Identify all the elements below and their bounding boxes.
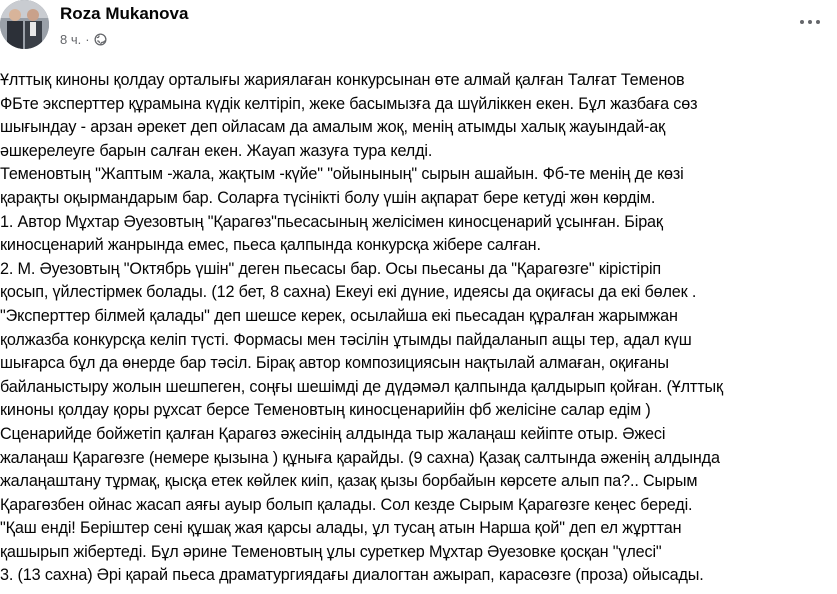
avatar[interactable] bbox=[0, 0, 49, 49]
more-options-dot bbox=[800, 20, 804, 24]
post-text-line: қосып, үйлестірмек болады. (12 бет, 8 сахна) Екеуі екі дүние, идеясы да оқиғасы да екі бөлек . bbox=[0, 283, 697, 302]
post-text-line: жалаңаш Қарагөзге (немере қызына ) құныға қарайды. (9 сахна) Қазақ салтында әженің алдында bbox=[0, 448, 720, 467]
post-text-line: "Эксперттер білмей қалады" деп шешсе керек, осылайша екі пьесадан құралған жарымжан bbox=[0, 306, 678, 325]
post-text-line: жалаңаштану тұрмақ, қысқа етек көйлек киіп, қазақ қызы борбайын көрсете алып па?.. Сырым bbox=[0, 472, 698, 491]
post-text-line: Ұлттық киноны қолдау орталығы жариялаған конкурсынан өте алмай қалған Талғат Теменов bbox=[0, 71, 685, 89]
more-options-dot bbox=[816, 20, 820, 24]
more-options-dot bbox=[808, 20, 812, 24]
post-text bbox=[0, 69, 837, 588]
post-text-line: киноны қолдау қоры рұхсат берсе Теменовтың киносценарийін фб желісіне салар едім ) bbox=[0, 401, 651, 420]
globe-icon[interactable] bbox=[94, 33, 107, 46]
post-text-line: қолжазба конкурсқа келіп түсті. Формасы мен тәсілін ұтымды пайдаланып ащы тер, адал күш bbox=[0, 330, 692, 349]
post-text-line: Сценарийде бойжетіп қалған Қарагөз әжесінің алдында тыр жалаңаш кейіпте отыр. Әжесі bbox=[0, 424, 666, 443]
post-time[interactable]: 8 ч. bbox=[60, 31, 82, 47]
post-text-line: шығындау - арзан әрекет деп ойласам да амалым жоқ, менің атымды халық жауындай-ақ bbox=[0, 118, 666, 137]
post-meta bbox=[60, 30, 107, 48]
meta-separator: · bbox=[85, 31, 90, 47]
post-text-line: байланыстыру жолын шешпеген, соңғы шешімді де дүдәмәл қалпында қалдырып қойған. (Ұлттық bbox=[0, 377, 723, 396]
post-text-line: ФБте эксперттер құрамына күдік келтіріп, жеке басымызға да шүйліккен екен. Бұл жазбаға сөз bbox=[0, 94, 698, 113]
post-text-line: 1. Автор Мұхтар Әуезовтың "Қарагөз"пьесасының желісімен киносценарий ұсынған. Бірақ bbox=[0, 212, 663, 231]
post-text-line: 3. (13 сахна) Әрі қарай пьеса драматургиядағы диалогтан ажырап, карасөзге (проза) ойысады. bbox=[0, 566, 704, 585]
post-text-line: киносценарий жанрында емес, пьеса қалпында конкурсқа жібере салған. bbox=[0, 236, 541, 255]
post-text-line: Қарагөзбен ойнас жасап аяғы ауыр болып қалады. Сол кезде Сырым Қарагөзге кеңес береді. bbox=[0, 495, 693, 514]
more-options-button[interactable] bbox=[793, 8, 827, 36]
avatar-photo bbox=[0, 0, 49, 49]
post-text-line: қашырып жібертеді. Бұл әрине Теменовтың ұлы суреткер Мұхтар Әуезовке қосқан "үлесі" bbox=[0, 542, 662, 561]
post-text-line: 2. М. Әуезовтың "Октябрь үшін" деген пьесасы бар. Осы пьесаны да "Қарагөзге" кірістіріп bbox=[0, 259, 662, 278]
post-text-line: қарақты оқырмандарым бар. Соларға түсінікті болу үшін ақпарат бере кетуді жөн көрдім. bbox=[0, 188, 656, 207]
post-text-line: әшкерелеуге барын салған екен. Жауап жазуға тура келді. bbox=[0, 141, 433, 160]
post-text-line: шығарса бұл да өнерде бар тәсіл. Бірақ автор композициясын нақтылай алмаған, оқиғаны bbox=[0, 354, 669, 373]
post-header bbox=[0, 0, 837, 56]
post-text-line: Теменовтың "Жаптым -жала, жақтым -күйе" "ойынының" сырын ашайын. Фб-те менің де көзі bbox=[0, 165, 684, 184]
author-name[interactable]: Roza Mukanova bbox=[60, 4, 189, 23]
post-text-line: "Қаш енді! Беріштер сені құшақ жая қарсы алады, ұл тусаң атын Нарша қой" деп ел жұрттан bbox=[0, 519, 682, 538]
